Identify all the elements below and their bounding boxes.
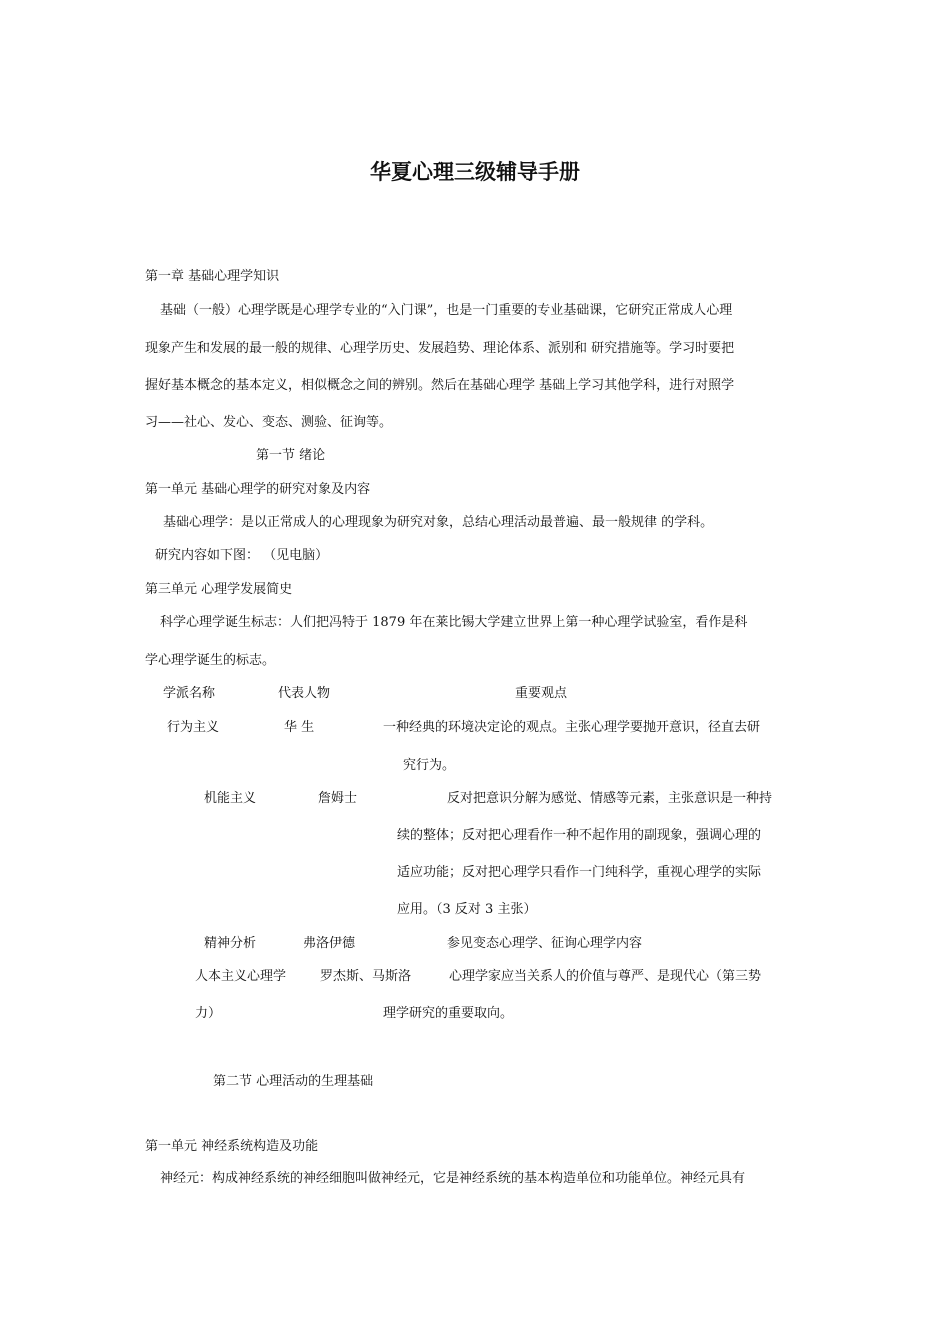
school-name: 机能主义: [204, 791, 257, 806]
paragraph-line: 学心理学诞生的标志。: [145, 653, 276, 668]
school-name: 精神分析: [204, 936, 257, 951]
definition-line: 基础心理学：是以正常成人的心理现象为研究对象，总结心理活动最普遍、最一般规律 的学科。: [163, 515, 714, 530]
school-view-line: 应用。（3 反对 3 主张）: [397, 902, 537, 917]
table-header: 代表人物: [278, 686, 331, 701]
school-view-line: 续的整体；反对把心理看作一种不起作用的副现象，强调心理的: [397, 828, 762, 843]
paragraph-line: 神经元：构成神经系统的神经细胞叫做神经元，它是神经系统的基本构造单位和功能单位。神经元具有: [160, 1171, 746, 1186]
unit-heading: 第一单元 神经系统构造及功能: [145, 1139, 319, 1154]
section-heading: 第二节 心理活动的生理基础: [213, 1074, 374, 1089]
unit-heading: 第一单元 基础心理学的研究对象及内容: [145, 482, 371, 497]
section-heading: 第一节 绪论: [256, 448, 326, 463]
table-header: 学派名称: [163, 686, 216, 701]
intro-line: 习——社心、发心、变态、测验、征询等。: [145, 415, 393, 430]
intro-line: 现象产生和发展的最一般的规律、心理学历史、发展趋势、理论体系、派别和 研究措施等。学习时要把: [145, 341, 735, 356]
school-person: 弗洛伊德: [303, 936, 356, 951]
school-view-line: 心理学家应当关系人的价值与尊严、是现代心（第三势: [449, 969, 762, 984]
school-name: 人本主义心理学: [195, 969, 287, 984]
intro-line: 握好基本概念的基本定义，相似概念之间的辨别。然后在基础心理学 基础上学习其他学科，进行对照学: [145, 378, 735, 393]
intro-line: 基础（一般）心理学既是心理学专业的“入门课”，也是一门重要的专业基础课，它研究正常成人心理: [160, 303, 733, 318]
school-view-line: 理学研究的重要取向。: [383, 1006, 514, 1021]
unit-heading: 第三单元 心理学发展简史: [145, 582, 293, 597]
content-note: 研究内容如下图： （见电脑）: [155, 548, 329, 563]
school-name: 力）: [195, 1006, 222, 1021]
school-view-line: 一种经典的环境决定论的观点。主张心理学要抛开意识，径直去研: [383, 720, 761, 735]
school-person: 詹姆士: [318, 791, 358, 806]
document-title: 华夏心理三级辅导手册: [370, 160, 580, 184]
school-name: 行为主义: [167, 720, 220, 735]
school-view-line: 反对把意识分解为感觉、情感等元素，主张意识是一种持: [447, 791, 773, 806]
table-header: 重要观点: [515, 686, 568, 701]
school-view-line: 适应功能；反对把心理学只看作一门纯科学，重视心理学的实际: [397, 865, 762, 880]
paragraph-line: 科学心理学诞生标志：人们把冯特于 1879 年在莱比锡大学建立世界上第一种心理学试验室，看作是科: [160, 615, 748, 630]
school-view-line: 参见变态心理学、征询心理学内容: [447, 936, 643, 951]
school-person: 华 生: [284, 720, 315, 735]
school-person: 罗杰斯、马斯洛: [320, 969, 412, 984]
chapter-heading: 第一章 基础心理学知识: [145, 269, 280, 284]
school-view-line: 究行为。: [403, 758, 456, 773]
